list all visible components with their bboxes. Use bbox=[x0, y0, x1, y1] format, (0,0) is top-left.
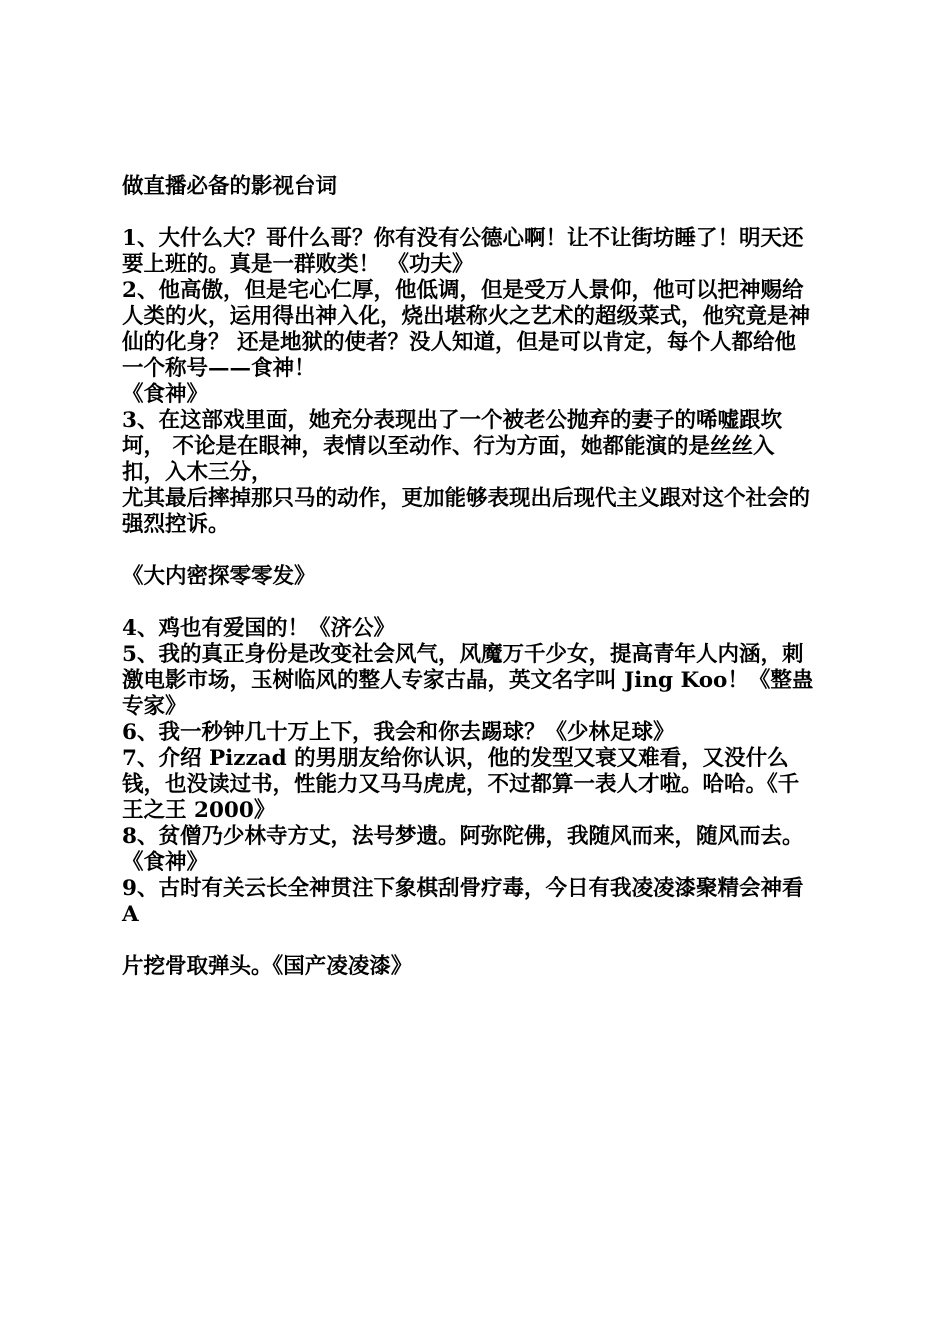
quote-1-line-2: 要上班的。真是一群败类！ 《功夫》 bbox=[122, 252, 474, 277]
quote-9-line-3: 片挖骨取弹头。《国产凌凌漆》 bbox=[122, 954, 413, 979]
quote-2-line-3: 仙的化身？ 还是地狱的使者？没人知道，但是可以肯定，每个人都给他 bbox=[122, 330, 796, 355]
quote-7-line-3: 王之王 2000》 bbox=[122, 798, 276, 823]
quote-5-line-1: 5、我的真正身份是改变社会风气，风魔万千少女，提高青年人内涵，刺 bbox=[122, 642, 804, 667]
quote-7-line-2: 钱，也没读过书，性能力又马马虎虎，不过都算一表人才啦。哈哈。《千 bbox=[122, 772, 800, 797]
blank-line bbox=[122, 200, 882, 226]
quote-9-line-1: 9、古时有关云长全神贯注下象棋刮骨疗毒，今日有我凌凌漆聚精会神看 bbox=[122, 876, 804, 901]
quote-5-line-3: 专家》 bbox=[122, 694, 187, 719]
quote-8-line-2: 《食神》 bbox=[122, 850, 209, 875]
quote-6-line-1: 6、我一秒钟几十万上下，我会和你去踢球？《少林足球》 bbox=[122, 720, 675, 745]
document-title: 做直播必备的影视台词 bbox=[122, 174, 338, 199]
quote-1-line-1: 1、大什么大？哥什么哥？你有没有公德心啊！让不让街坊睡了！明天还 bbox=[122, 226, 804, 251]
quote-9-line-2: A bbox=[122, 902, 139, 927]
quote-2-line-2: 人类的火，运用得出神入化，烧出堪称火之艺术的超级菜式，他究竟是神 bbox=[122, 304, 811, 329]
quote-2-line-1: 2、他高傲，但是宅心仁厚，他低调，但是受万人景仰，他可以把神赐给 bbox=[122, 278, 804, 303]
quote-3-line-5: 强烈控诉。 bbox=[122, 512, 230, 537]
quote-3-line-2: 坷， 不论是在眼神，表情以至动作、行为方面，她都能演的是丝丝入 bbox=[122, 434, 775, 459]
blank-line bbox=[122, 538, 882, 564]
quote-2-line-4: 一个称号——食神！ bbox=[122, 356, 316, 381]
blank-line bbox=[122, 590, 882, 616]
blank-line bbox=[122, 928, 882, 954]
quote-3-line-4: 尤其最后摔掉那只马的动作，更加能够表现出后现代主义跟对这个社会的 bbox=[122, 486, 811, 511]
quote-2-line-5: 《食神》 bbox=[122, 382, 209, 407]
document-body bbox=[122, 174, 882, 980]
quote-5-line-2: 激电影市场，玉树临风的整人专家古晶，英文名字叫 Jing Koo！《整蛊 bbox=[122, 668, 814, 693]
quote-3-line-1: 3、在这部戏里面，她充分表现出了一个被老公抛弃的妻子的唏嘘跟坎 bbox=[122, 408, 782, 433]
quote-4-line-1: 4、鸡也有爱国的！《济公》 bbox=[122, 616, 395, 641]
quote-3-line-3: 扣，入木三分， bbox=[122, 460, 273, 485]
quote-8-line-1: 8、贫僧乃少林寺方丈，法号梦遗。阿弥陀佛，我随风而来，随风而去。 bbox=[122, 824, 804, 849]
quote-7-line-1: 7、介绍 Pizzad 的男朋友给你认识，他的发型又衰又难看，又没什么 bbox=[122, 746, 789, 771]
quote-3-source: 《大内密探零零发》 bbox=[122, 564, 316, 589]
